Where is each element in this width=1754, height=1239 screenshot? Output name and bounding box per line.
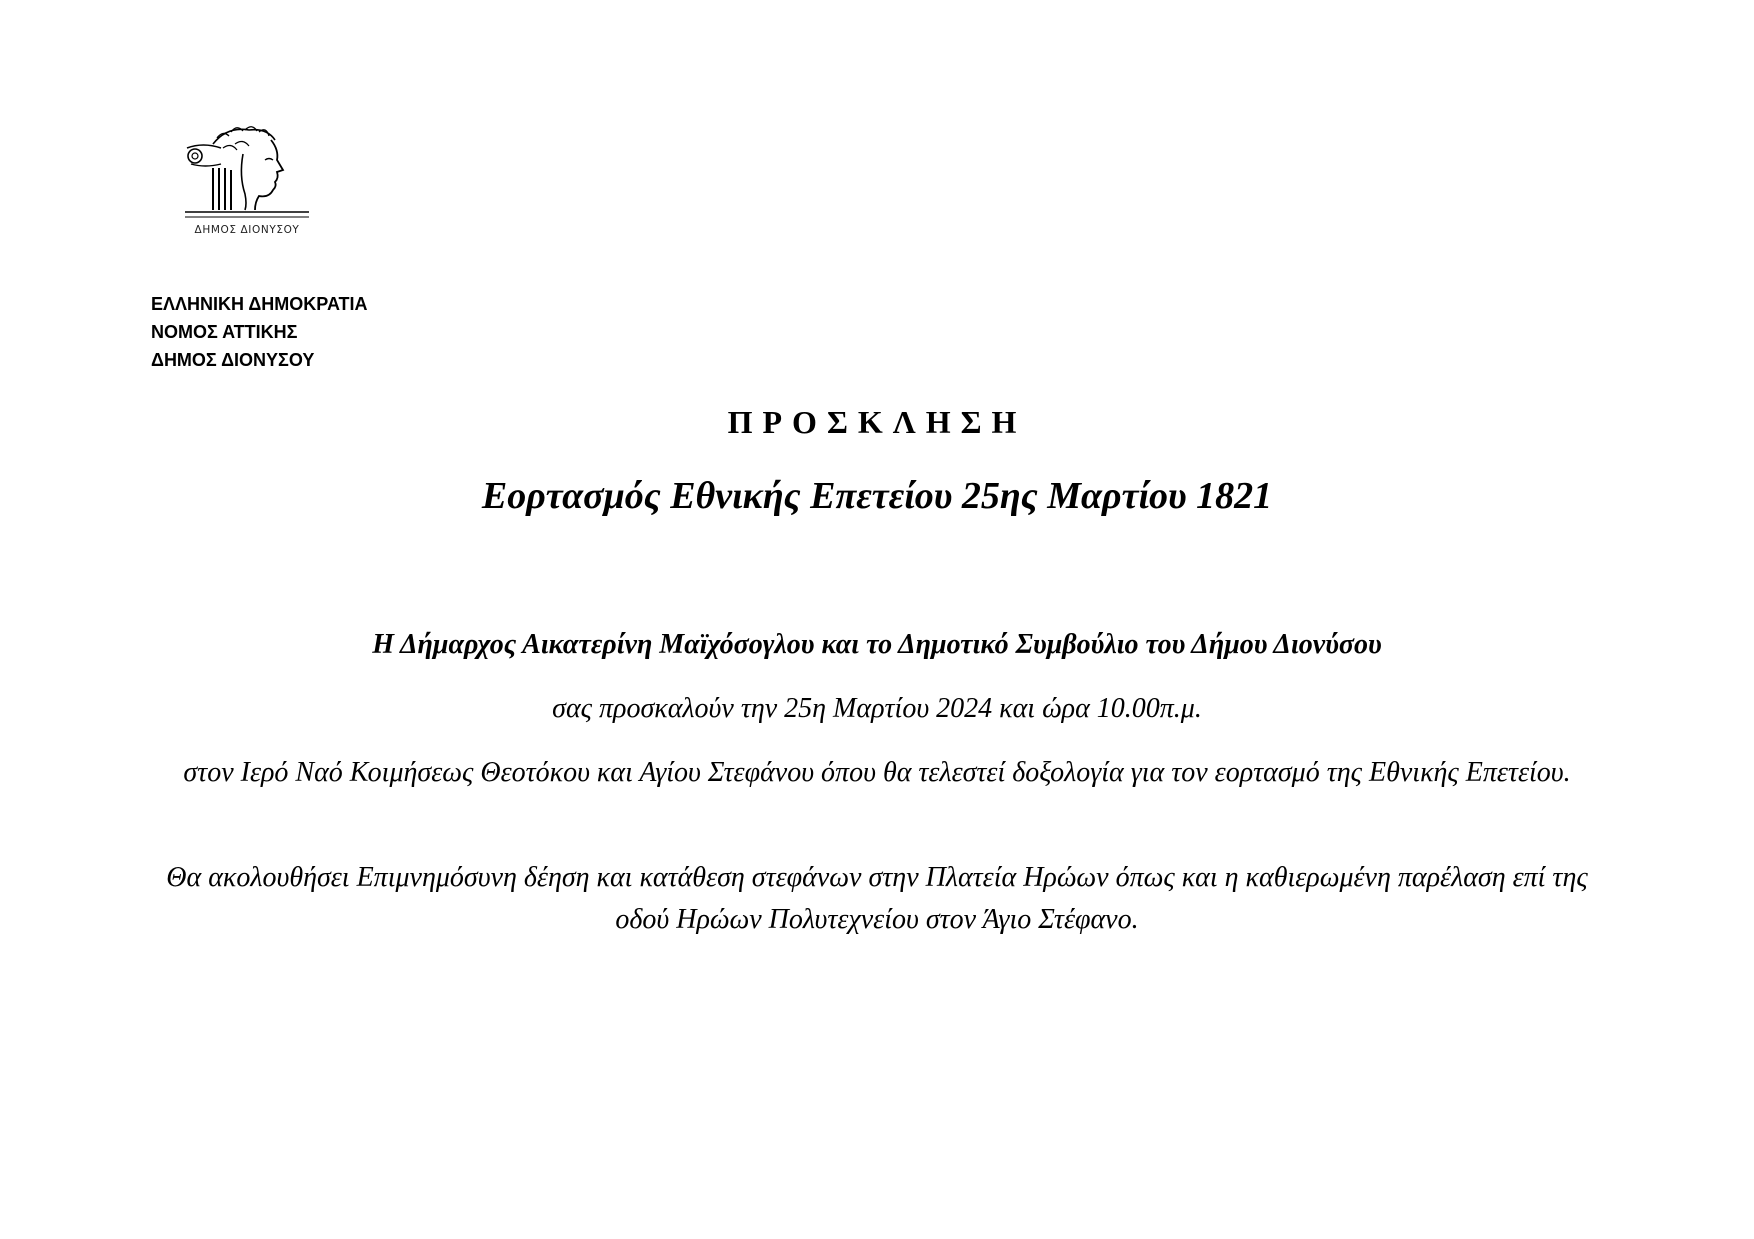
invitation-program: Θα ακολουθήσει Επιμνημόσυνη δέηση και κατάθεση στεφάνων στην Πλατεία Ηρώων όπως και η καθιερωμένη παρέλαση επί της οδού Ηρώων Πολυτεχνείου στον Άγιο Στέφανο. — [166, 862, 1588, 935]
municipality-logo — [183, 124, 311, 246]
invitation-location: στον Ιερό Ναό Κοιμήσεως Θεοτόκου και Αγίου Στεφάνου όπου θα τελεστεί δοξολογία για τον εορτασμό της Εθνικής Επετείου. — [183, 757, 1571, 788]
letterhead — [151, 290, 367, 374]
document-title: ΠΡΟΣΚΛΗΣΗ — [727, 404, 1027, 440]
logo-caption: ΔΗΜΟΣ ΔΙΟΝΥΣΟΥ — [194, 224, 300, 236]
letterhead-line-municipality: ΔΗΜΟΣ ΔΙΟΝΥΣΟΥ — [151, 350, 315, 370]
dionysus-head-icon — [183, 124, 311, 224]
event-subtitle: Εορτασμός Εθνικής Επετείου 25ης Μαρτίου 1821 — [481, 475, 1273, 517]
letterhead-line-republic: ΕΛΛΗΝΙΚΗ ΔΗΜΟΚΡΑΤΙΑ — [151, 294, 368, 314]
letterhead-line-prefecture: ΝΟΜΟΣ ΑΤΤΙΚΗΣ — [151, 322, 298, 342]
invitation-date-time: σας προσκαλούν την 25η Μαρτίου 2024 και ώρα 10.00π.μ. — [552, 693, 1202, 724]
invitation-hosts: Η Δήμαρχος Αικατερίνη Μαϊχόσογλου και το Δημοτικό Συμβούλιο του Δήμου Διονύσου — [372, 629, 1382, 660]
